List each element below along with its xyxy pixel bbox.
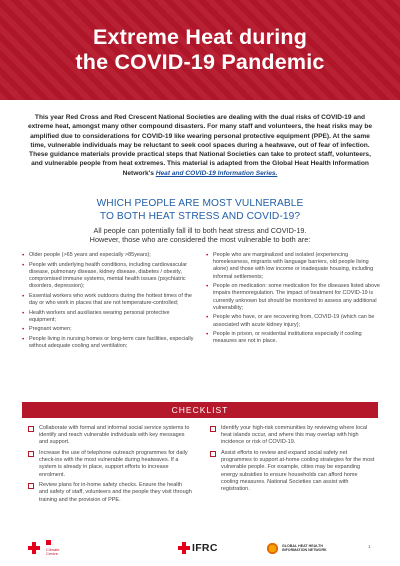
ghhin-line-2: INFORMATION NETWORK [282,548,327,552]
ifrc-cross-icon [178,542,190,554]
climate-centre-icon [46,540,51,545]
climate-centre-line-2: Centre [46,551,59,557]
list-item: • Health workers and auxiliaries wearing personal protective equipment; [22,310,196,324]
checklist-left [28,425,192,507]
climate-centre-line-1: Climate [46,546,60,552]
checklist-item-text: Collaborate with formal and informal social service systems to identify and reach vulnerable individuals with key messages and support. [39,425,190,446]
lead-line-2: However, those who are considered the most vulnerable to both are: [89,235,311,245]
list-item: • People who are marginalized and isolated (experiencing homelessness, migrants with language barriers, old people living alone) and those with low income or inadequate housing, including informal settlements; [206,252,382,281]
vulnerable-list-left [22,252,196,353]
checkbox-icon[interactable] [210,451,216,457]
checklist-title: CHECKLIST [171,405,229,415]
checklist-item-text: Identify your high-risk communities by reviewing where local heat islands occur, and where this may overlap with high incidence or risk of COVID-19. [221,425,368,446]
header-banner [0,0,400,100]
checkbox-icon[interactable] [210,426,216,432]
checklist-item [210,450,376,493]
checklist-right [210,425,376,497]
checklist-item [28,425,192,447]
title-line-1: Extreme Heat during [92,25,308,49]
checklist-item [28,482,192,504]
footer-logos [0,532,400,562]
checkbox-icon[interactable] [28,451,34,457]
checklist-item-text: Increase the use of telephone outreach programmes for daily check-ins with the most vulnerable during heatwaves. If a system is already in place, support efforts to increase enrolment. [39,450,188,478]
intro-paragraph [24,113,376,178]
page-title [75,25,324,75]
checklist-item-text: Review plans for in-home safety checks. Ensure the health and safety of staff, volunteers and the people they visit through training and the provision of PPE. [39,482,192,503]
list-item: • People who have, or are recovering from, COVID-19 (which can be associated with acute kidney injury); [206,314,382,328]
list-item: • People with underlying health conditions, including cardiovascular disease, pulmonary disease, kidney disease, diabetes / obesity, compromised immune systems, mental health issues (psychiatric disorders, depression); [22,262,196,291]
ifrc-logo [178,540,218,556]
lead-line-1: All people can potentially fall ill to both heat stress and COVID-19. [93,226,307,235]
checklist-header [22,402,378,418]
list-item: • People in prison, or residential institutions especially if cooling measures are not in place. [206,331,382,345]
vulnerable-lead [40,226,360,245]
ghhin-logo [266,540,327,556]
page-number: 1 [368,544,371,549]
red-cross-icon [28,542,40,554]
sun-icon [266,542,279,555]
list-item: • Essential workers who work outdoors during the hottest times of the day or who work in places that are not temperature-controlled; [22,293,196,307]
list-item: • People living in nursing homes or long-term care facilities, especially without adequate cooling and ventilation; [22,336,196,350]
checklist-item [210,425,376,447]
checklist-item-text: Assist efforts to review and expand social safety net programmes to support at-home cooling strategies for the most vulnerable people. For example, cities may be expanding energy subsidies to ensure households can afford home cooling measures. National Societies can assist with registration. [221,450,375,493]
intro-text: This year Red Cross and Red Crescent National Societies are dealing with the dual risks of COVID-19 and extreme heat, amongst many other compound disasters. For many staff and volunteers, the heat risks may be amplified due to considerations for COVID-19 like wearing personal protective equipment (PPE). At the same time, vulnerable individuals may be reluctant to seek cool spaces during a heatwave, out of fear of infection. These guidance materials provide practical steps that National Societies can take to protect staff, volunteers, and vulnerable people from heat extremes. This material is adapted from the Global Heat Health Information Network's [27,114,373,177]
list-item: • People on medication: some medication for the diseases listed above impairs thermoregulation. The impact of treatment for COVID-19 is currently unknown but should be monitored to assess any additional vulnerability; [206,283,382,312]
ifrc-text: IFRC [192,542,218,554]
ghhin-line-1: GLOBAL HEAT HEALTH [282,543,323,548]
info-series-link[interactable]: Heat and COVID-19 Information Series. [155,169,278,177]
list-item: • Pregnant women; [22,326,196,333]
climate-centre-logo [46,540,72,558]
checkbox-icon[interactable] [28,483,34,489]
list-item: • Older people (>65 years and especially >85years); [22,252,196,259]
ghhin-text [282,544,327,553]
checkbox-icon[interactable] [28,426,34,432]
vulnerable-title-line-2: TO BOTH HEAT STRESS AND COVID-19? [99,210,301,222]
vulnerable-list-right [206,252,382,348]
title-line-2: the COVID-19 Pandemic [75,50,325,74]
vulnerable-title-line-1: WHICH PEOPLE ARE MOST VULNERABLE [96,198,304,209]
checklist-item [28,450,192,479]
vulnerable-section-title [40,198,360,223]
